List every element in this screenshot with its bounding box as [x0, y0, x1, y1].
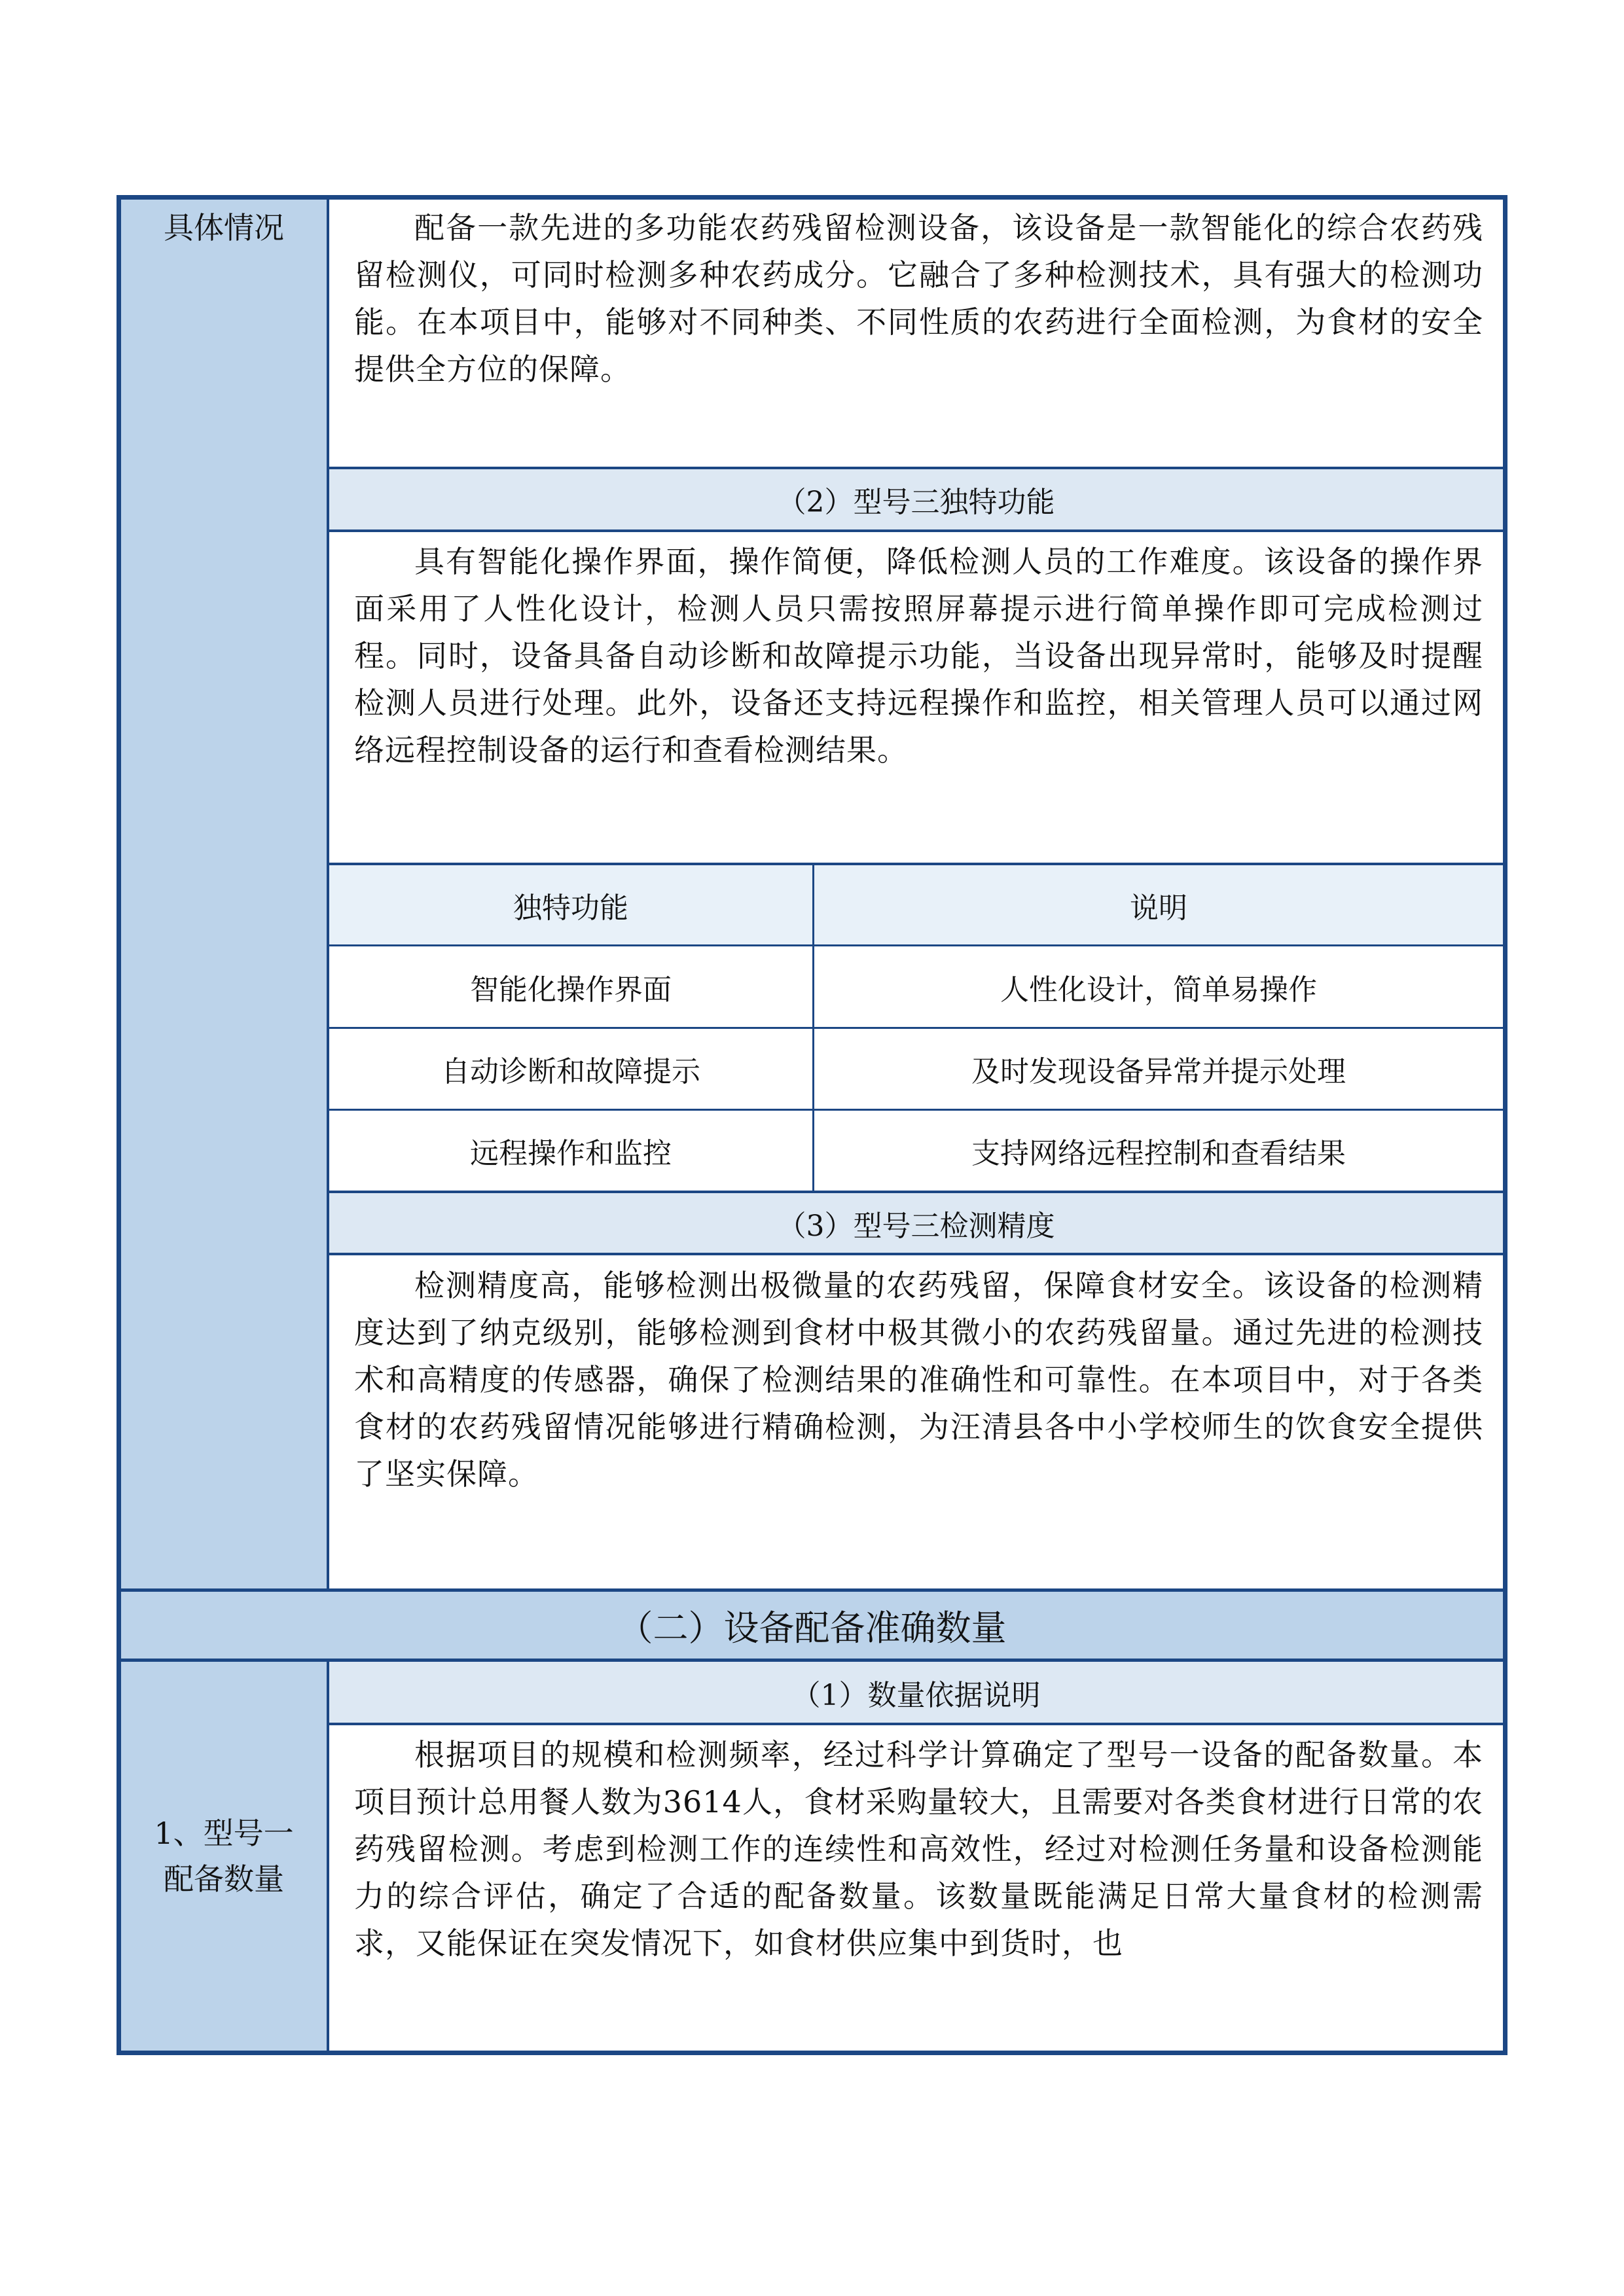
- precision-heading: （3）型号三检测精度: [329, 1193, 1503, 1253]
- table-cell: 人性化设计，简单易操作: [1000, 973, 1317, 1007]
- table-cell: 远程操作和监控: [470, 1137, 672, 1170]
- table-cell: 及时发现设备异常并提示处理: [971, 1055, 1346, 1088]
- row-label-model1-quantity: [121, 1662, 329, 2051]
- table-cell: 支持网络远程控制和查看结果: [971, 1137, 1346, 1170]
- table-cell: 智能化操作界面: [470, 973, 672, 1007]
- basis-paragraph: 根据项目的规模和检测频率，经过科学计算确定了型号一设备的配备数量。本项目预计总用餐人数为3614人，食材采购量较大，且需要对各类食材进行日常的农药残留检测。考虑到检测工作的连续性和高效性，经过对检测任务量和设备检测能力的综合评估，确定了合适的配备数量。该数量既能满足日常大量食材的检测需求，又能保证在突发情况下，如食材供应集中到货时，也: [354, 1737, 1483, 1961]
- intro-paragraph: 配备一款先进的多功能农药残留检测设备，该设备是一款智能化的综合农药残留检测仪，可同时检测多种农药成分。它融合了多种检测技术，具有强大的检测功能。在本项目中，能够对不同种类、不同性质的农药进行全面检测，为食材的安全提供全方位的保障。: [354, 210, 1483, 387]
- row-label-text: 1、型号一配备数量: [154, 1816, 294, 1897]
- divider: [329, 1723, 1503, 1725]
- section-title: （二）设备配备准确数量: [121, 1592, 1503, 1659]
- divider: [329, 529, 1503, 532]
- basis-heading: （1）数量依据说明: [329, 1662, 1503, 1723]
- table-cell: 自动诊断和故障提示: [441, 1055, 700, 1088]
- table-column-divider: [812, 865, 814, 1191]
- row-label-specific-situation: [121, 200, 329, 1588]
- row-label-text: 具体情况: [164, 210, 284, 245]
- table-header-feature: 独特功能: [329, 865, 812, 944]
- divider: [329, 1253, 1503, 1255]
- feature-heading: （2）型号三独特功能: [329, 469, 1503, 529]
- precision-paragraph: 检测精度高，能够检测出极微量的农药残留，保障食材安全。该设备的检测精度达到了纳克级别，能够检测到食材中极其微小的农药残留量。通过先进的检测技术和高精度的传感器，确保了检测结果的准确性和可靠性。在本项目中，对于各类食材的农药残留情况能够进行精确检测，为汪清县各中小学校师生的饮食安全提供了坚实保障。: [354, 1268, 1483, 1492]
- feature-paragraph: 具有智能化操作界面，操作简便，降低检测人员的工作难度。该设备的操作界面采用了人性化设计，检测人员只需按照屏幕提示进行简单操作即可完成检测过程。同时，设备具备自动诊断和故障提示功能，当设备出现异常时，能够及时提醒检测人员进行处理。此外，设备还支持远程操作和监控，相关管理人员可以通过网络远程控制设备的运行和查看检测结果。: [354, 544, 1483, 768]
- table-header-description: 说明: [814, 865, 1503, 944]
